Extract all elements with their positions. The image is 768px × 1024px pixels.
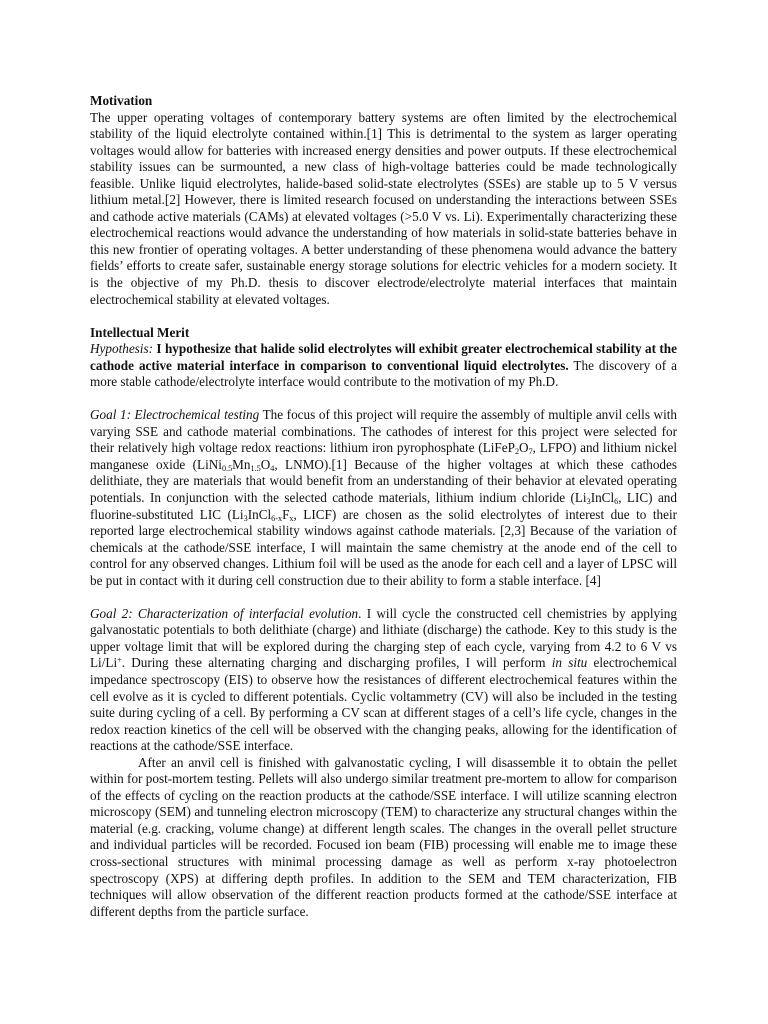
goal2-paragraph-2: After an anvil cell is finished with galvanostatic cycling, I will disassemble it to obtain the pellet within for post-mortem testing. Pellets will also undergo similar treatment pre-mortem to allow for comparison of the effects of cycling on the reaction products at the cathode/SSE interface. I will utilize scanning electron microscopy (SEM) and tunneling electron microscopy (TEM) to characterize any structural changes within the material (e.g. cracking, volume change) at different length scales. The changes in the overall pellet structure and individual particles will be recorded. Focused ion beam (FIB) processing will enable me to image these cross-sectional structures with minimal processing damage as well as perform x-ray photoelectron spectroscopy (XPS) at differing depth profiles. In addition to the SEM and TEM characterization, FIB techniques will allow observation of the different reaction products formed at the cathode/SSE interface at different depths from the particle surface.: [90, 754, 677, 919]
goal2-text: electrochemical impedance spectroscopy (EIS) to observe how the resistances of different electrochemical features within the cell evolve as it is cycled to different potentials. Cyclic voltammetry (CV) will also be included in the testing suite during cycling of a cell. By performing a CV scan at different stages of a cell’s life cycle, changes in the redox reaction kinetics of the cell will be observed with the changing peaks, allowing for the identification of reactions at the cathode/SSE interface.: [90, 655, 677, 754]
section-spacer: [90, 308, 677, 325]
hypothesis-statement: I hypothesize that halide solid electrolytes will exhibit greater electrochemical stability at the cathode active material interface in comparison to conventional liquid electrolytes.: [90, 341, 677, 373]
goal1-section: [90, 407, 677, 589]
subscript: x: [289, 513, 294, 523]
subscript: 3: [243, 513, 248, 523]
goal1-text: F: [282, 506, 290, 522]
hypothesis-rest: The discovery of a more stable cathode/electrolyte interface would contribute to the motivation of my Ph.D.: [90, 357, 678, 390]
subscript: 4: [270, 463, 275, 473]
goal2-section: [90, 606, 677, 920]
goal1-text: The focus of this project will require the assembly of multiple anvil cells with varying SSE and cathode material combinations. The cathodes of interest for this project were selected for their relatively high voltage redox reactions: lithium iron pyrophosphate (LiFeP: [90, 407, 677, 456]
hypothesis-label: Hypothesis:: [90, 341, 153, 357]
goal1-label: Goal 1: Electrochemical testing: [90, 407, 260, 423]
intellectual-merit-section: [90, 325, 677, 391]
motivation-section: [90, 93, 677, 308]
goal1-text: InCl: [247, 506, 272, 522]
goal1-paragraph: [90, 407, 677, 589]
document-page: [90, 93, 677, 920]
subscript: 3: [586, 497, 591, 507]
goal2-paragraph: [90, 606, 677, 755]
goal2-label: Goal 2: Characterization of interfacial evolution: [90, 605, 359, 621]
subscript: 6-x: [271, 513, 283, 523]
motivation-heading: Motivation: [90, 93, 153, 108]
goal1-text: Mn: [232, 456, 251, 472]
section-spacer: [90, 589, 677, 606]
hypothesis-paragraph: [90, 341, 677, 391]
motivation-paragraph: The upper operating voltages of contemporary battery systems are often limited by the electrochemical stability of the liquid electrolyte contained within.[1] This is detrimental to the system as larger operating voltages would allow for batteries with increased energy densities and power outputs. If these electrochemical stability issues can be surmounted, a new class of high-voltage batteries could be made technologically feasible. Unlike liquid electrolytes, halide-based solid-state electrolytes (SSEs) are stable up to 5 V versus lithium metal.[2] However, there is limited research focused on understanding the interactions between SSEs and cathode active materials (CAMs) at elevated voltages (>5.0 V vs. Li). Experimentally characterizing these electrochemical reactions would advance the understanding of how materials in solid-state batteries behave in this new frontier of operating voltages. A better understanding of these phenomena would advance the battery fields’ efforts to create safer, sustainable energy storage solutions for electric vehicles for a modern society. It is the objective of my Ph.D. thesis to discover electrode/electrolyte material interfaces that maintain electrochemical stability at elevated voltages.: [90, 109, 677, 307]
subscript: 6: [614, 497, 619, 507]
intellectual-merit-heading: Intellectual Merit: [90, 324, 190, 340]
subscript: 7: [528, 447, 533, 457]
goal1-text: , LICF) are chosen as the solid electrolytes of interest due to their reported large electrochemical stability windows against cathode materials. [2,3] Because of the variation of chemicals at the cathode/SSE interface, I will maintain the same chemistry at the anode end of the cell to control for any observed changes. Lithium foil will be used as the anode for each cell and a layer of LPSC will be put in contact with it during cell construction due to their ability to form a stable interface. [4]: [90, 506, 678, 588]
subscript: 0.5: [221, 463, 233, 473]
goal1-text: O: [260, 456, 271, 472]
in-situ-term: in situ: [551, 655, 588, 671]
goal1-text: , LIC) and fluorine-substituted LIC (Li: [90, 490, 677, 522]
superscript: +: [117, 655, 122, 665]
subscript: 1.5: [250, 463, 261, 473]
subscript: 2: [514, 447, 520, 457]
goal1-text: O: [519, 440, 529, 456]
goal2-text: . During these alternating charging and discharging profiles, I will perform: [121, 655, 552, 671]
section-spacer: [90, 391, 677, 408]
goal2-text: . I will cycle the constructed cell chemistries by applying galvanostatic potentials to both delithiate (charge) and lithiate (discharge) the cathode. Key to this study is the upper voltage limit that will be explored during the charging step of each cycle, varying from 4.2 to 6 V vs Li/Li: [90, 605, 677, 671]
goal1-text: , LNMO).[1] Because of the higher voltages at which these cathodes delithiate, they are materials that would benefit from an understanding of their behavior at elevated operating potentials. In conjunction with the selected cathode materials, lithium indium chloride (Li: [90, 456, 677, 506]
goal1-text: InCl: [590, 490, 615, 506]
goal1-text: , LFPO) and lithium nickel manganese oxide (LiNi: [90, 440, 677, 472]
